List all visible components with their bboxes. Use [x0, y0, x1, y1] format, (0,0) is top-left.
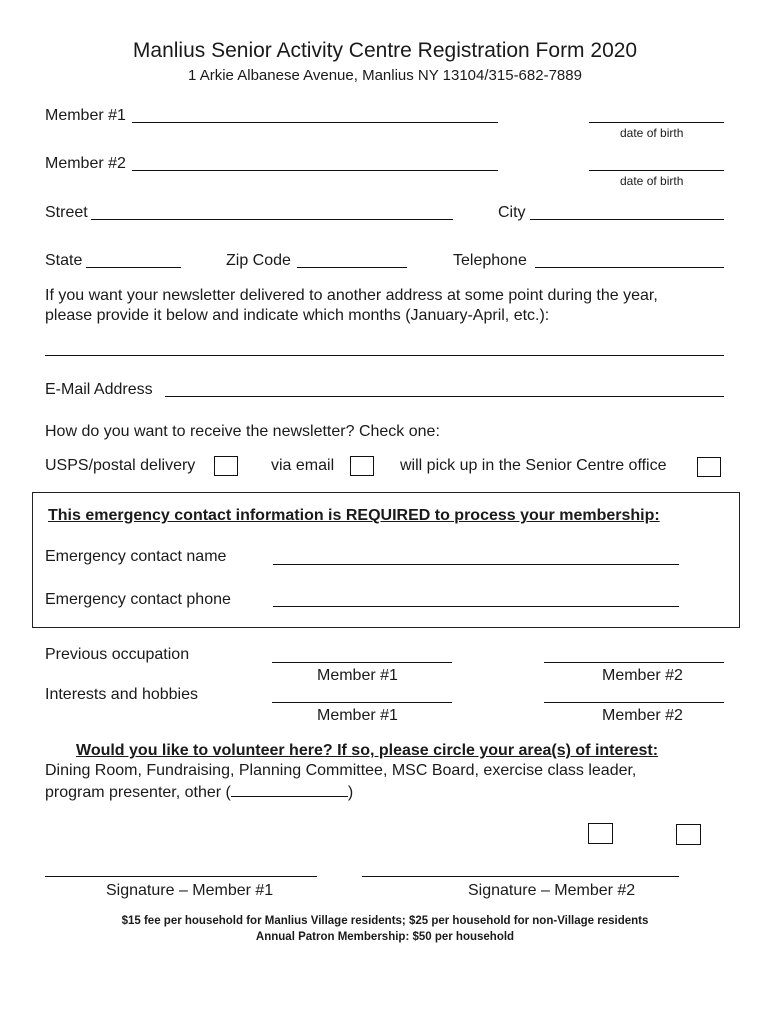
office-checkbox-2[interactable]: [676, 824, 701, 845]
volunteer-areas-prefix: program presenter, other (: [45, 784, 231, 801]
member2-dob-field[interactable]: [589, 170, 724, 171]
volunteer-areas-line2: [45, 782, 353, 802]
form-title: Manlius Senior Activity Centre Registration Form 2020: [132, 39, 638, 62]
city-label: City: [498, 204, 526, 221]
zip-field[interactable]: [297, 267, 407, 268]
zip-label: Zip Code: [226, 252, 291, 269]
state-label: State: [45, 252, 83, 269]
member1-label: Member #1: [45, 107, 126, 124]
newsletter-instruction-1: If you want your newsletter delivered to another address at some point during the year,: [45, 287, 658, 304]
telephone-field[interactable]: [535, 267, 724, 268]
signature-member2-caption: Signature – Member #2: [468, 882, 636, 899]
member2-dob-label: date of birth: [620, 174, 684, 188]
member2-label: Member #2: [45, 155, 126, 172]
signature-member1-caption: Signature – Member #1: [106, 882, 274, 899]
pickup-checkbox[interactable]: [697, 457, 721, 477]
emergency-heading: This emergency contact information is REQUIRED to process your membership:: [48, 507, 660, 524]
fee-line-2: Annual Patron Membership: $50 per household: [255, 931, 515, 943]
alt-address-field[interactable]: [45, 355, 724, 356]
office-checkbox-1[interactable]: [588, 823, 613, 844]
member2-name-field[interactable]: [132, 170, 498, 171]
emergency-name-label: Emergency contact name: [45, 548, 227, 565]
emergency-name-field[interactable]: [273, 564, 679, 565]
interests-member1-field[interactable]: [272, 702, 452, 703]
street-label: Street: [45, 204, 88, 221]
usps-option-label: USPS/postal delivery: [45, 457, 196, 474]
newsletter-instruction-2: please provide it below and indicate which months (January-April, etc.):: [45, 307, 550, 324]
delivery-question: How do you want to receive the newsletter? Check one:: [45, 423, 440, 440]
volunteer-areas-line1: Dining Room, Fundraising, Planning Committee, MSC Board, exercise class leader,: [45, 762, 637, 779]
member1-name-field[interactable]: [132, 122, 498, 123]
pickup-option-label: will pick up in the Senior Centre office: [400, 457, 667, 474]
telephone-label: Telephone: [453, 252, 527, 269]
interests-member2-caption: Member #2: [602, 707, 683, 724]
occupation-member2-field[interactable]: [544, 662, 724, 663]
occupation-label: Previous occupation: [45, 646, 190, 663]
occupation-member1-caption: Member #1: [317, 667, 398, 684]
occupation-member2-caption: Member #2: [602, 667, 683, 684]
fee-line-1: $15 fee per household for Manlius Village residents; $25 per household for non-Village residents: [121, 915, 649, 927]
emergency-phone-field[interactable]: [273, 606, 679, 607]
signature-member1-field[interactable]: [45, 876, 317, 877]
state-field[interactable]: [86, 267, 181, 268]
volunteer-areas-suffix: ): [347, 784, 354, 801]
centre-address: 1 Arkie Albanese Avenue, Manlius NY 13104/315-682-7889: [188, 67, 582, 84]
email-option-label: via email: [271, 457, 335, 474]
street-field[interactable]: [91, 219, 453, 220]
city-field[interactable]: [530, 219, 724, 220]
email-label: E-Mail Address: [45, 381, 153, 398]
volunteer-heading: Would you like to volunteer here? If so, please circle your area(s) of interest:: [76, 742, 659, 759]
email-field[interactable]: [165, 396, 724, 397]
interests-label: Interests and hobbies: [45, 686, 198, 703]
usps-checkbox[interactable]: [214, 456, 238, 476]
signature-member2-field[interactable]: [362, 876, 679, 877]
interests-member1-caption: Member #1: [317, 707, 398, 724]
member1-dob-field[interactable]: [589, 122, 724, 123]
volunteer-other-field[interactable]: [231, 782, 348, 797]
emergency-phone-label: Emergency contact phone: [45, 591, 231, 608]
member1-dob-label: date of birth: [620, 126, 684, 140]
email-checkbox[interactable]: [350, 456, 374, 476]
occupation-member1-field[interactable]: [272, 662, 452, 663]
interests-member2-field[interactable]: [544, 702, 724, 703]
